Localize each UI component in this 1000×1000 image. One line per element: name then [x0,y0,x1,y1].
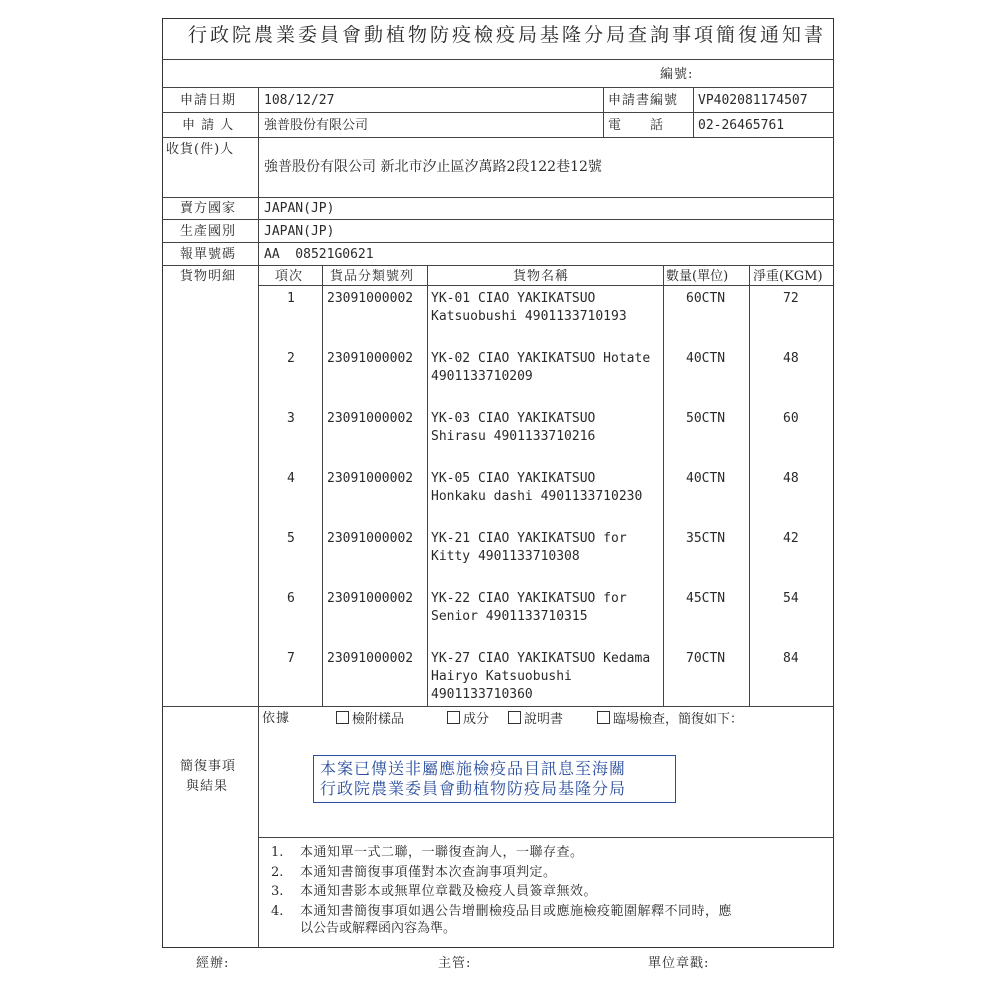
row-goods-name-line: Hairyo Katsuobushi [431,669,572,684]
checkbox-icon[interactable] [336,711,349,724]
note-text: 本通知書簡復事項如遇公告增刪檢疫品目或應施檢疫範圍解釋不同時，應 [300,903,733,919]
goods-section-label: 貨物明細 [180,269,237,284]
note-number: 2. [271,864,284,880]
row-goods-name-line: YK-27 CIAO YAKIKATSUO Kedama [431,651,651,666]
row-goods-name-line: YK-21 CIAO YAKIKATSUO for [431,531,627,546]
col-header-qty: 數量(單位) [666,269,729,284]
goods-col-divider [749,265,750,706]
option-onsite-inspection[interactable]: 臨場檢查，簡復如下： [597,711,743,728]
document-title: 行政院農業委員會動植物防疫檢疫局基隆分局查詢事項簡復通知書 [188,24,827,46]
row-goods-name-line: 4901133710360 [431,687,533,702]
checkbox-icon[interactable] [597,711,610,724]
row-commodity-code: 23091000002 [327,471,414,486]
row-commodity-code: 23091000002 [327,651,414,666]
row-item-number: 3 [287,411,295,426]
note-number: 4. [271,903,284,919]
option-ingredients[interactable]: 成分 [447,711,489,728]
supervisor-label: 主管: [438,956,472,971]
row-goods-name-line: YK-22 CIAO YAKIKATSUO for [431,591,627,606]
title-divider [162,59,834,60]
option-manual[interactable]: 說明書 [508,711,563,728]
row-commodity-code: 23091000002 [327,291,414,306]
row-net-weight: 54 [783,591,799,606]
row-divider [162,112,834,113]
row-divider [162,137,834,138]
declaration-no-label: 報單號碼 [180,247,237,262]
seller-country-label: 賣方國家 [180,201,237,216]
row-item-number: 5 [287,531,295,546]
consignee-label: 收貨(件)人 [166,142,235,157]
note-4-continued: 以公告或解釋函內容為準。 [300,921,457,936]
header-split-divider [693,87,694,137]
checkbox-icon[interactable] [447,711,460,724]
row-net-weight: 48 [783,471,799,486]
row-quantity: 40CTN [686,351,726,366]
serial-label: 編號: [660,67,694,82]
reply-section-label-1: 簡復事項 [180,759,237,774]
row-divider [162,265,834,266]
row-quantity: 50CTN [686,411,726,426]
goods-bottom-divider [162,706,834,707]
row-quantity: 60CTN [686,291,726,306]
row-item-number: 4 [287,471,295,486]
row-quantity: 35CTN [686,531,726,546]
date-label: 申請日期 [180,93,237,108]
phone-label: 電 話 [608,118,665,133]
row-goods-name-line: Kitty 4901133710308 [431,549,580,564]
applicant-label: 申 請 人 [182,118,235,133]
date-value: 108/12/27 [264,93,335,108]
header-split-divider [603,87,604,137]
form-no-value: VP402081174507 [698,93,808,108]
note-text: 本通知書簡復事項僅對本次查詢事項判定。 [300,864,557,880]
goods-col-divider [322,265,323,706]
option-sample[interactable]: 檢附樣品 [336,711,404,728]
consignee-value: 強普股份有限公司 新北市汐止區汐萬路2段122巷12號 [264,159,602,175]
agency-stamp [313,755,676,803]
unit-stamp-label: 單位章戳: [648,956,710,971]
stamp-line-2: 行政院農業委員會動植物防疫局基隆分局 [320,779,627,798]
note-text: 本通知單一式二聯，一聯復查詢人，一聯存查。 [300,845,584,860]
col-header-item: 項次 [275,269,304,284]
row-commodity-code: 23091000002 [327,531,414,546]
row-divider [162,242,834,243]
declaration-no-value: AA 08521G0621 [264,247,374,262]
goods-col-divider [427,265,428,706]
col-header-name: 貨物名稱 [513,269,570,284]
row-commodity-code: 23091000002 [327,591,414,606]
row-quantity: 70CTN [686,651,726,666]
col-header-weight: 淨重(KGM) [753,269,823,284]
row-divider [162,87,834,88]
row-divider [162,219,834,220]
row-commodity-code: 23091000002 [327,351,414,366]
origin-country-value: JAPAN(JP) [264,224,335,239]
row-goods-name-line: Honkaku dashi 4901133710230 [431,489,643,504]
row-goods-name-line: 4901133710209 [431,369,533,384]
row-net-weight: 72 [783,291,799,306]
row-goods-name-line: YK-01 CIAO YAKIKATSUO [431,291,596,306]
label-column-divider [258,87,259,948]
row-quantity: 40CTN [686,471,726,486]
row-net-weight: 84 [783,651,799,666]
row-goods-name-line: YK-03 CIAO YAKIKATSUO [431,411,596,426]
row-commodity-code: 23091000002 [327,411,414,426]
row-goods-name-line: Katsuobushi 4901133710193 [431,309,627,324]
row-goods-name-line: Shirasu 4901133710216 [431,429,596,444]
row-goods-name-line: YK-02 CIAO YAKIKATSUO Hotate [431,351,651,366]
basis-label: 依據 [262,711,291,726]
row-quantity: 45CTN [686,591,726,606]
goods-header-divider [258,285,834,286]
row-item-number: 1 [287,291,295,306]
row-item-number: 2 [287,351,295,366]
row-net-weight: 42 [783,531,799,546]
form-no-label: 申請書編號 [608,93,679,108]
applicant-value: 強普股份有限公司 [264,118,369,133]
row-goods-name-line: Senior 4901133710315 [431,609,588,624]
row-divider [162,197,834,198]
row-item-number: 7 [287,651,295,666]
phone-value: 02-26465761 [698,118,785,133]
note-number: 1. [271,845,284,860]
stamp-line-1: 本案已傳送非屬應施檢疫品目訊息至海關 [320,759,627,778]
row-net-weight: 60 [783,411,799,426]
row-net-weight: 48 [783,351,799,366]
note-number: 3. [271,884,284,899]
seller-country-value: JAPAN(JP) [264,201,335,216]
col-header-code: 貨品分類號列 [330,269,415,284]
row-goods-name-line: YK-05 CIAO YAKIKATSUO [431,471,596,486]
origin-country-label: 生產國別 [180,224,237,239]
goods-col-divider [663,265,664,706]
notes-divider [258,837,834,838]
handler-label: 經辦: [196,956,230,971]
note-text: 本通知書影本或無單位章戳及檢疫人員簽章無效。 [300,884,598,899]
row-item-number: 6 [287,591,295,606]
checkbox-icon[interactable] [508,711,521,724]
reply-section-label-2: 與結果 [186,779,229,794]
